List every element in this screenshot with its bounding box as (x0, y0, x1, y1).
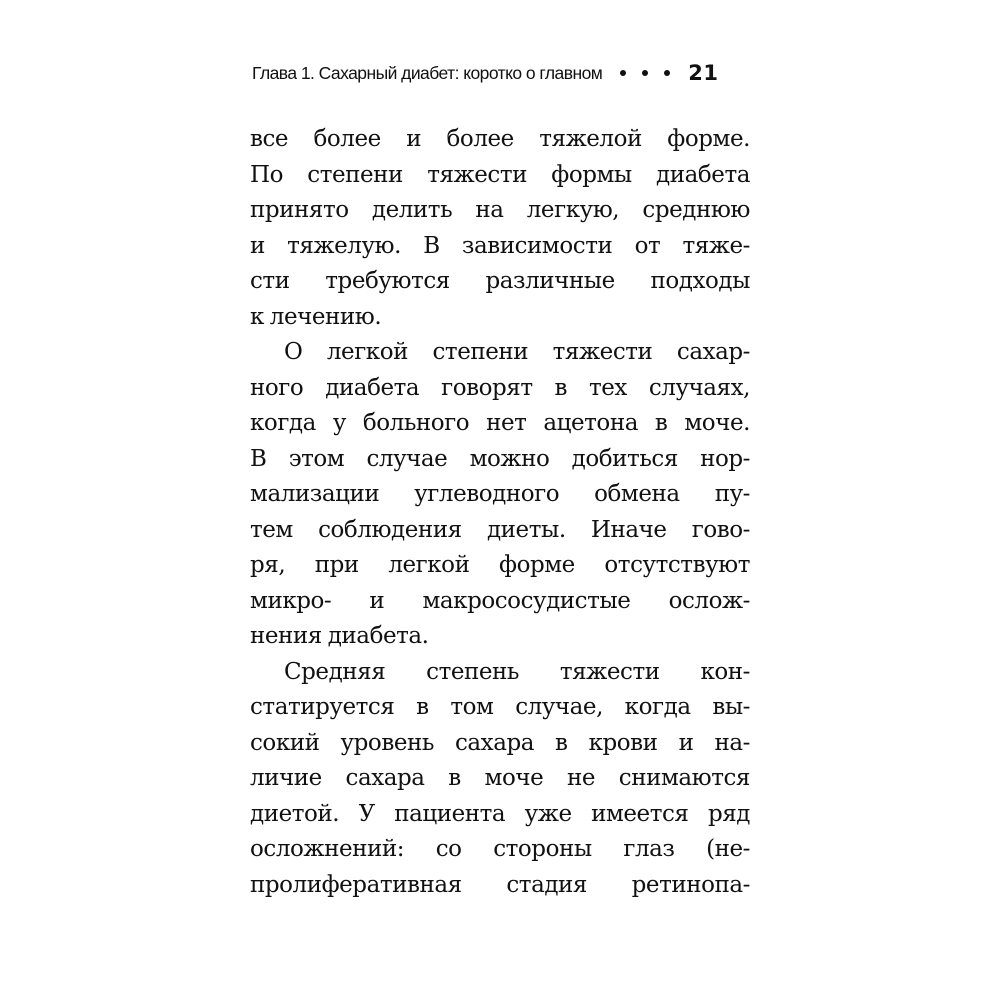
text-line: статируется в том случае, когда вы- (250, 694, 750, 720)
chapter-title: Глава 1. Сахарный диабет: коротко о главном (252, 62, 603, 83)
text-line: В этом случае можно добиться нор- (250, 445, 750, 472)
text-line: сти требуются различные подходы (250, 268, 750, 294)
dot-icon (642, 70, 648, 76)
text-line: личие сахара в моче не снимаются (250, 765, 750, 791)
text-line: когда у больного нет ацетона в моче. (250, 410, 750, 436)
text-line: нения диабета. (250, 623, 429, 649)
text-line: принято делить на легкую, среднюю (250, 197, 750, 223)
text-line: и тяжелую. В зависимости от тяже- (250, 232, 750, 259)
text-line: к лечению. (250, 303, 382, 330)
dot-icon (620, 70, 626, 76)
text-line: По степени тяжести формы диабета (250, 161, 750, 188)
text-line: сокий уровень сахара в крови и на- (250, 729, 750, 756)
text-line: осложнений: со стороны глаз (не- (250, 836, 750, 862)
header-dots-ornament (620, 70, 670, 76)
text-line: пролиферативная стадия ретинопа- (250, 871, 750, 898)
page-number: 21 (688, 61, 719, 85)
dot-icon (664, 70, 670, 76)
text-line: мализации углеводного обмена пу- (250, 481, 750, 507)
text-line: микро- и макрососудистые ослож- (250, 587, 750, 614)
text-line: ря, при легкой форме отсутствуют (250, 552, 750, 578)
running-header (252, 56, 752, 90)
body-text (250, 122, 750, 903)
text-line: Средняя степень тяжести кон- (284, 658, 750, 685)
text-line: ного диабета говорят в тех случаях, (250, 374, 750, 401)
text-line: тем соблюдения диеты. Иначе гово- (250, 516, 750, 543)
text-line: диетой. У пациента уже имеется ряд (250, 800, 750, 827)
text-line: О легкой степени тяжести сахар- (284, 339, 750, 365)
text-line: все более и более тяжелой форме. (250, 126, 750, 152)
